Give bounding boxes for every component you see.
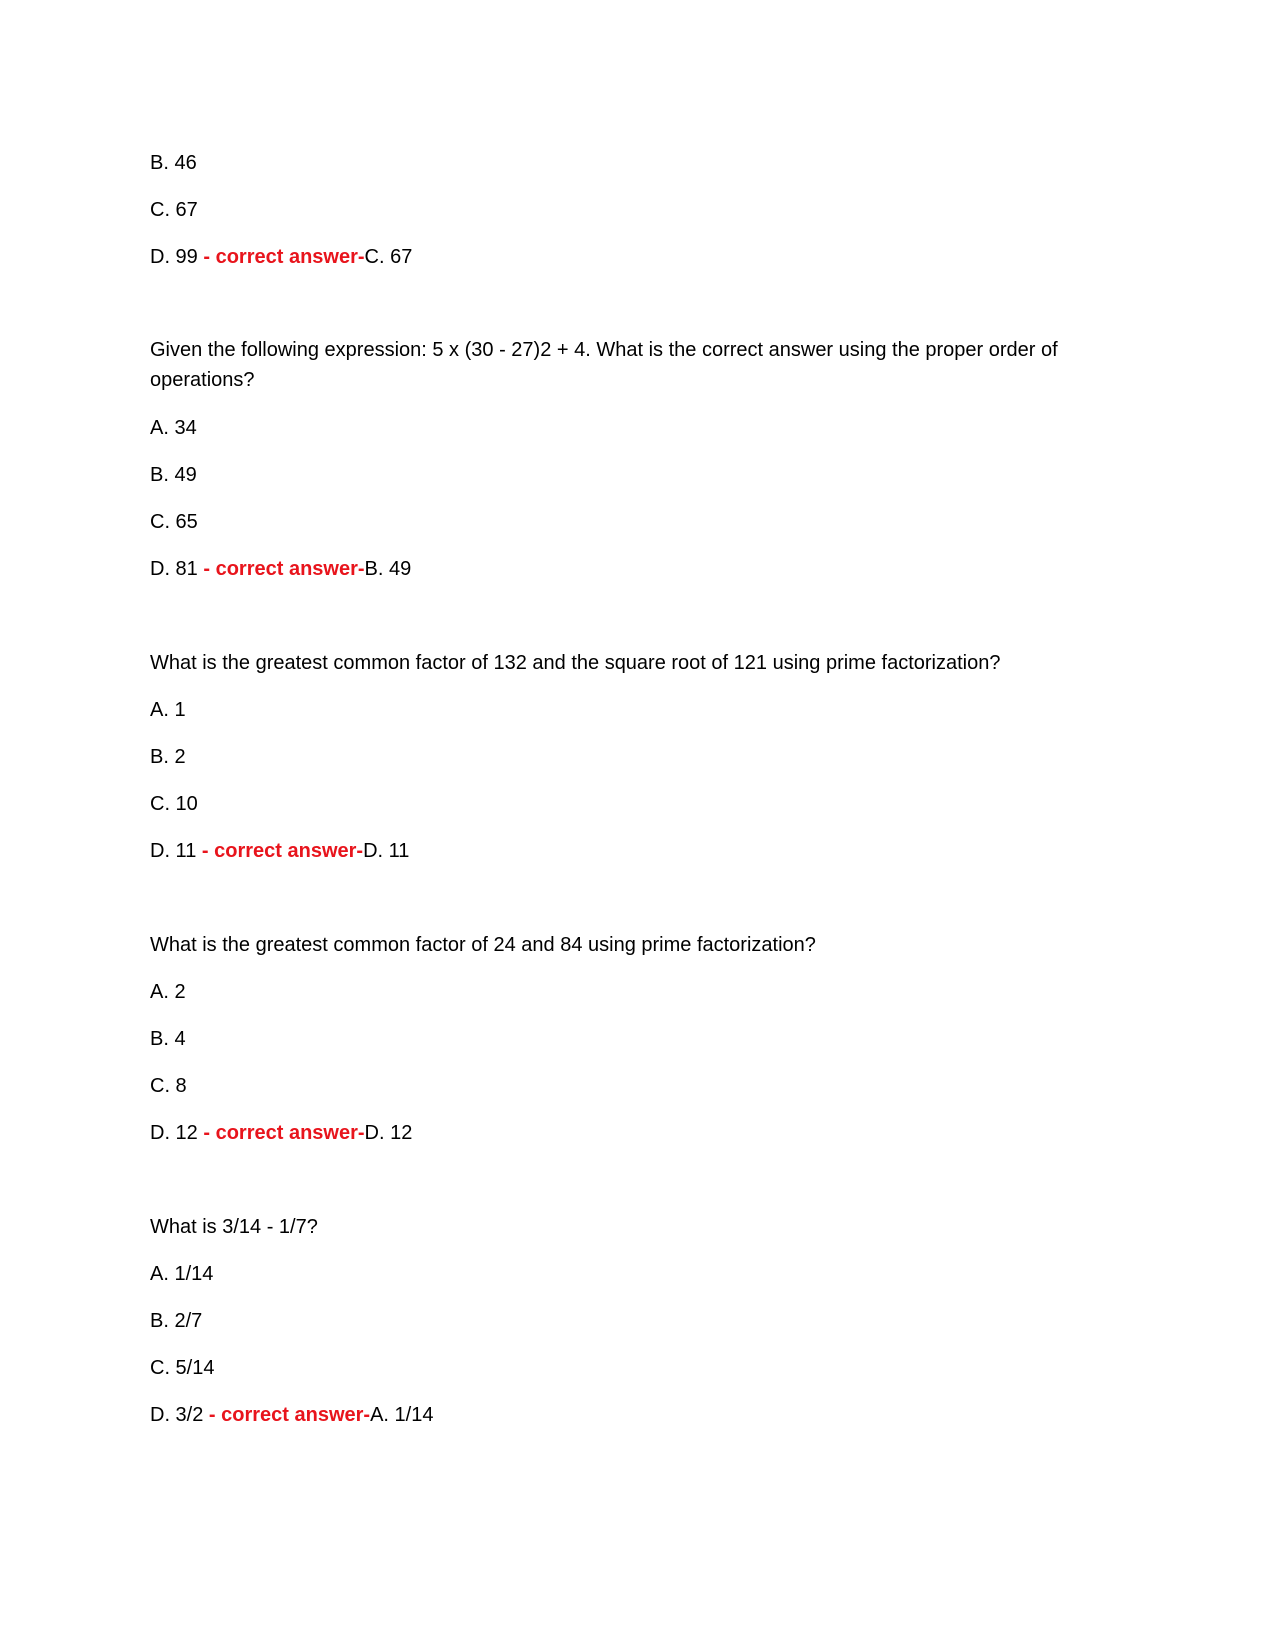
option: C. 8	[150, 1075, 187, 1097]
answer-line	[150, 242, 412, 272]
correct-answer-marker: - correct answer-	[203, 558, 365, 580]
option: B. 2/7	[150, 1310, 203, 1332]
option: B. 46	[150, 152, 197, 174]
correct-answer-marker: - correct answer-	[203, 246, 365, 268]
option: A. 2	[150, 981, 186, 1003]
option: A. 1	[150, 699, 186, 721]
option: A. 1/14	[150, 1263, 214, 1285]
option: D. 3/2	[150, 1404, 204, 1426]
answer-value: C. 67	[364, 246, 413, 268]
option: C. 65	[150, 511, 198, 533]
option: C. 10	[150, 793, 198, 815]
option: D. 12	[150, 1122, 198, 1144]
option: A. 34	[150, 417, 197, 439]
option: D. 81	[150, 558, 198, 580]
option: D. 99	[150, 246, 198, 268]
option: D. 11	[150, 840, 197, 862]
answer-value: B. 49	[364, 558, 412, 580]
answer-line	[150, 1118, 412, 1148]
answer-value: A. 1/14	[370, 1404, 434, 1426]
answer-line	[150, 836, 409, 866]
option: B. 2	[150, 746, 186, 768]
question-text: What is 3/14 - 1/7?	[150, 1216, 318, 1238]
option: B. 4	[150, 1028, 186, 1050]
correct-answer-marker: - correct answer-	[208, 1404, 371, 1426]
question-text: What is the greatest common factor of 24 and 84 using prime factorization?	[150, 934, 816, 956]
correct-answer-marker: - correct answer-	[203, 1122, 365, 1144]
option: B. 49	[150, 464, 197, 486]
question-text: What is the greatest common factor of 132 and the square root of 121 using prime factorization?	[150, 652, 1001, 674]
answer-line	[150, 554, 411, 584]
option: C. 5/14	[150, 1357, 215, 1379]
question-text: Given the following expression: 5 x (30 - 27)2 + 4. What is the correct answer using the proper order of operations?	[150, 339, 1058, 391]
answer-value: D. 11	[363, 840, 410, 862]
correct-answer-marker: - correct answer-	[201, 840, 364, 862]
answer-value: D. 12	[364, 1122, 413, 1144]
option: C. 67	[150, 199, 198, 221]
answer-line	[150, 1400, 433, 1430]
